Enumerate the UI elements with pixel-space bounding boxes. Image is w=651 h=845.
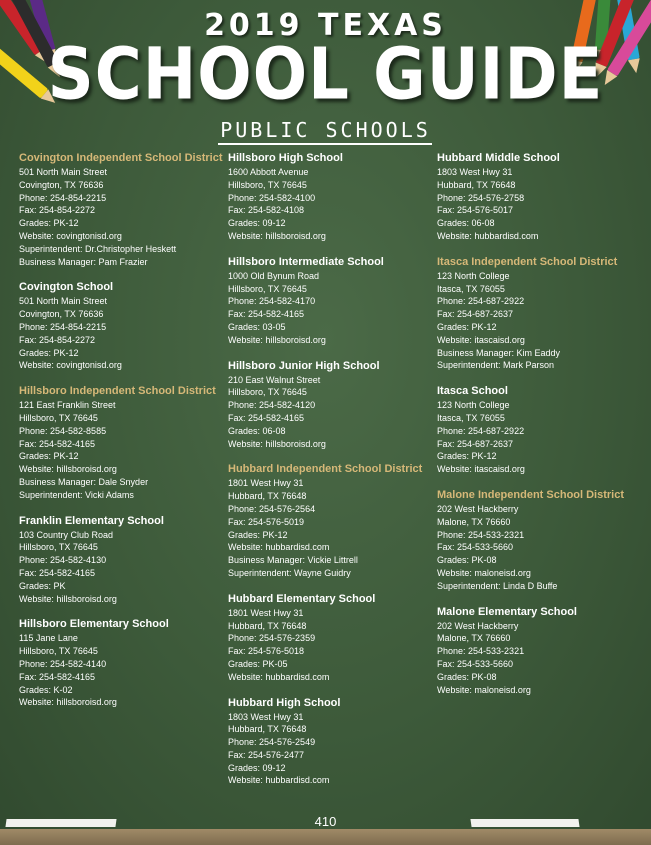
guide-main-title: SCHOOL GUIDE [47, 33, 604, 117]
entry-detail-line: Phone: 254-576-2564 [228, 503, 316, 514]
entry-detail-line: 1801 West Hwy 31 [228, 607, 304, 618]
entry-detail-line: Website: covingtonisd.org [19, 360, 122, 371]
entry-detail-line: Phone: 254-533-2321 [437, 646, 525, 657]
entry-detail-line: Phone: 254-582-4120 [228, 400, 316, 411]
entry-detail-line: Superintendent: Wayne Guidry [228, 567, 351, 578]
entry-detail-line: Fax: 254-533-5660 [437, 658, 514, 669]
entry-detail-line: Business Manager: Dale Snyder [19, 476, 149, 487]
district-entry [19, 152, 224, 268]
entry-detail-line: Phone: 254-582-4140 [19, 658, 107, 669]
entry-detail-line: Fax: 254-582-4165 [228, 309, 305, 320]
school-entry [19, 515, 224, 606]
entry-detail-line: Website: maloneisd.org [437, 684, 531, 695]
district-entry [228, 463, 433, 579]
school-name: Hubbard Elementary School [228, 592, 376, 605]
entry-detail-line: 1600 Abbott Avenue [228, 167, 309, 177]
entry-detail-line: Fax: 254-687-2637 [437, 309, 514, 320]
entry-detail-line: Grades: PK-12 [19, 451, 79, 462]
entry-detail-line: Fax: 254-582-4165 [228, 412, 305, 423]
school-name: Covington School [19, 281, 114, 294]
entry-detail-line: Covington, TX 76636 [19, 309, 104, 320]
listing-column-3 [437, 152, 642, 709]
entry-detail-line: 1803 West Hwy 31 [228, 711, 304, 722]
entry-detail-line: Phone: 254-533-2321 [437, 529, 525, 540]
entry-detail-line: Phone: 254-582-4130 [19, 555, 107, 566]
school-name: Franklin Elementary School [19, 514, 164, 527]
entry-detail-line: Fax: 254-582-4165 [19, 671, 96, 682]
school-entry [228, 360, 433, 451]
district-name: Malone Independent School District [437, 488, 625, 501]
entry-detail-line: Website: hillsboroisd.org [228, 230, 326, 241]
entry-detail-line: 123 North College [437, 270, 510, 281]
school-name: Hubbard High School [228, 696, 341, 709]
school-entry [19, 618, 224, 709]
entry-detail-line: Website: maloneisd.org [437, 567, 531, 578]
entry-detail-line: Malone, TX 76660 [437, 633, 511, 644]
entry-detail-line: Phone: 254-576-2758 [437, 192, 525, 203]
entry-detail-line: Fax: 254-854-2272 [19, 334, 96, 345]
entry-detail-line: Superintendent: Vicki Adams [19, 489, 134, 500]
entry-detail-line: Grades: 06-08 [437, 218, 495, 229]
district-entry [437, 256, 642, 372]
entry-detail-line: 1803 West Hwy 31 [437, 167, 513, 177]
entry-detail-line: Phone: 254-687-2922 [437, 425, 525, 436]
entry-detail-line: Business Manager: Vickie Littrell [228, 555, 358, 566]
entry-detail-line: Superintendent: Dr.Christopher Heskett [19, 243, 177, 254]
school-entry [228, 593, 433, 684]
entry-detail-line: Itasca, TX 76055 [437, 283, 505, 294]
entry-detail-line: Grades: 06-08 [228, 425, 286, 436]
entry-detail-line: Superintendent: Linda D Buffe [437, 580, 558, 591]
entry-detail-line: Phone: 254-854-2215 [19, 192, 107, 203]
entry-detail-line: Website: hillsboroisd.org [228, 334, 326, 345]
entry-detail-line: Grades: PK-05 [228, 658, 288, 669]
district-entry [19, 385, 224, 501]
entry-detail-line: Website: hubbardisd.com [228, 542, 330, 553]
school-name: Hillsboro Elementary School [19, 618, 169, 631]
district-name: Hillsboro Independent School District [19, 385, 216, 398]
section-subtitle: PUBLIC SCHOOLS [220, 118, 431, 142]
entry-detail-line: Website: hillsboroisd.org [19, 593, 117, 604]
entry-detail-line: Website: itascaisd.org [437, 464, 525, 475]
school-entry [437, 606, 642, 697]
entry-detail-line: Phone: 254-854-2215 [19, 321, 107, 332]
entry-detail-line: Phone: 254-582-4170 [228, 296, 316, 307]
entry-detail-line: Website: hillsboroisd.org [19, 464, 117, 475]
district-name: Itasca Independent School District [437, 255, 618, 268]
school-entry [19, 281, 224, 372]
entry-detail-line: Hillsboro, TX 76645 [228, 179, 307, 190]
school-name: Hillsboro High School [228, 152, 343, 164]
entry-detail-line: Grades: 09-12 [228, 762, 286, 773]
entry-detail-line: Hubbard, TX 76648 [228, 620, 307, 631]
entry-detail-line: Hubbard, TX 76648 [437, 179, 516, 190]
entry-detail-line: Website: itascaisd.org [437, 334, 525, 345]
entry-detail-line: 123 North College [437, 400, 510, 411]
entry-detail-line: Fax: 254-576-5018 [228, 646, 305, 657]
entry-detail-line: Hillsboro, TX 76645 [19, 542, 98, 553]
entry-detail-line: Fax: 254-576-2477 [228, 749, 305, 760]
entry-detail-line: Website: hillsboroisd.org [228, 438, 326, 449]
entry-detail-line: Phone: 254-576-2549 [228, 737, 316, 748]
school-name: Hillsboro Intermediate School [228, 255, 384, 268]
entry-detail-line: Grades: 09-12 [228, 218, 286, 229]
school-name: Hubbard Middle School [437, 152, 560, 164]
school-entry [228, 256, 433, 347]
entry-detail-line: Grades: PK [19, 580, 66, 591]
school-entry [228, 152, 433, 243]
entry-detail-line: Grades: PK-12 [437, 451, 497, 462]
subtitle-underline [218, 143, 432, 145]
entry-detail-line: 202 West Hackberry [437, 620, 519, 631]
entry-detail-line: 1000 Old Bynum Road [228, 270, 320, 281]
entry-detail-line: 103 Country Club Road [19, 529, 114, 540]
entry-detail-line: Grades: PK-12 [228, 529, 288, 540]
entry-detail-line: Business Manager: Kim Eaddy [437, 347, 561, 358]
entry-detail-line: 210 East Walnut Street [228, 374, 321, 385]
entry-detail-line: Hillsboro, TX 76645 [228, 387, 307, 398]
entry-detail-line: Grades: PK-12 [437, 321, 497, 332]
entry-detail-line: Website: hubbardisd.com [228, 671, 330, 682]
entry-detail-line: Grades: PK-12 [19, 218, 79, 229]
listing-column-2 [228, 152, 433, 800]
school-entry [228, 697, 433, 788]
entry-detail-line: Fax: 254-582-4165 [19, 438, 96, 449]
entry-detail-line: Business Manager: Pam Frazier [19, 256, 148, 267]
school-name: Hillsboro Junior High School [228, 359, 380, 372]
entry-detail-line: Phone: 254-576-2359 [228, 633, 316, 644]
entry-detail-line: 501 North Main Street [19, 167, 108, 177]
entry-detail-line: Fax: 254-576-5019 [228, 516, 305, 527]
entry-detail-line: Website: hubbardisd.com [437, 230, 539, 241]
listing-column-1 [19, 152, 224, 722]
school-name: Itasca School [437, 385, 508, 398]
entry-detail-line: Fax: 254-582-4165 [19, 567, 96, 578]
entry-detail-line: Hubbard, TX 76648 [228, 491, 307, 502]
entry-detail-line: 121 East Franklin Street [19, 400, 116, 411]
entry-detail-line: Fax: 254-576-5017 [437, 205, 514, 216]
entry-detail-line: Website: hillsboroisd.org [19, 697, 117, 708]
entry-detail-line: 115 Jane Lane [19, 633, 78, 644]
entry-detail-line: 501 North Main Street [19, 296, 108, 307]
entry-detail-line: Covington, TX 76636 [19, 179, 104, 190]
entry-detail-line: Fax: 254-533-5660 [437, 542, 514, 553]
chalk-ledge [0, 829, 651, 845]
entry-detail-line: 202 West Hackberry [437, 503, 519, 514]
entry-detail-line: Hillsboro, TX 76645 [19, 412, 98, 423]
entry-detail-line: Website: covingtonisd.org [19, 230, 122, 241]
entry-detail-line: Grades: K-02 [19, 684, 73, 695]
entry-detail-line: Superintendent: Mark Parson [437, 360, 555, 371]
district-name: Hubbard Independent School District [228, 463, 423, 476]
entry-detail-line: Phone: 254-582-8585 [19, 425, 107, 436]
entry-detail-line: Hillsboro, TX 76645 [19, 646, 98, 657]
entry-detail-line: Fax: 254-687-2637 [437, 438, 514, 449]
guide-year-title: 2019 TEXAS [204, 8, 447, 43]
entry-detail-line: Grades: PK-08 [437, 671, 497, 682]
school-entry [437, 152, 642, 243]
entry-detail-line: Phone: 254-582-4100 [228, 192, 316, 203]
district-entry [437, 489, 642, 593]
entry-detail-line: Website: hubbardisd.com [228, 775, 330, 786]
entry-detail-line: Hubbard, TX 76648 [228, 724, 307, 735]
entry-detail-line: Fax: 254-582-4108 [228, 205, 305, 216]
entry-detail-line: Grades: PK-12 [19, 347, 79, 358]
entry-detail-line: Malone, TX 76660 [437, 516, 511, 527]
school-name: Malone Elementary School [437, 605, 577, 618]
entry-detail-line: 1801 West Hwy 31 [228, 478, 304, 489]
entry-detail-line: Grades: PK-08 [437, 555, 497, 566]
entry-detail-line: Itasca, TX 76055 [437, 412, 505, 423]
entry-detail-line: Grades: 03-05 [228, 321, 286, 332]
page-number: 410 [314, 814, 337, 829]
school-entry [437, 385, 642, 476]
district-name: Covington Independent School District [19, 152, 223, 164]
entry-detail-line: Phone: 254-687-2922 [437, 296, 525, 307]
entry-detail-line: Fax: 254-854-2272 [19, 205, 96, 216]
entry-detail-line: Hillsboro, TX 76645 [228, 283, 307, 294]
